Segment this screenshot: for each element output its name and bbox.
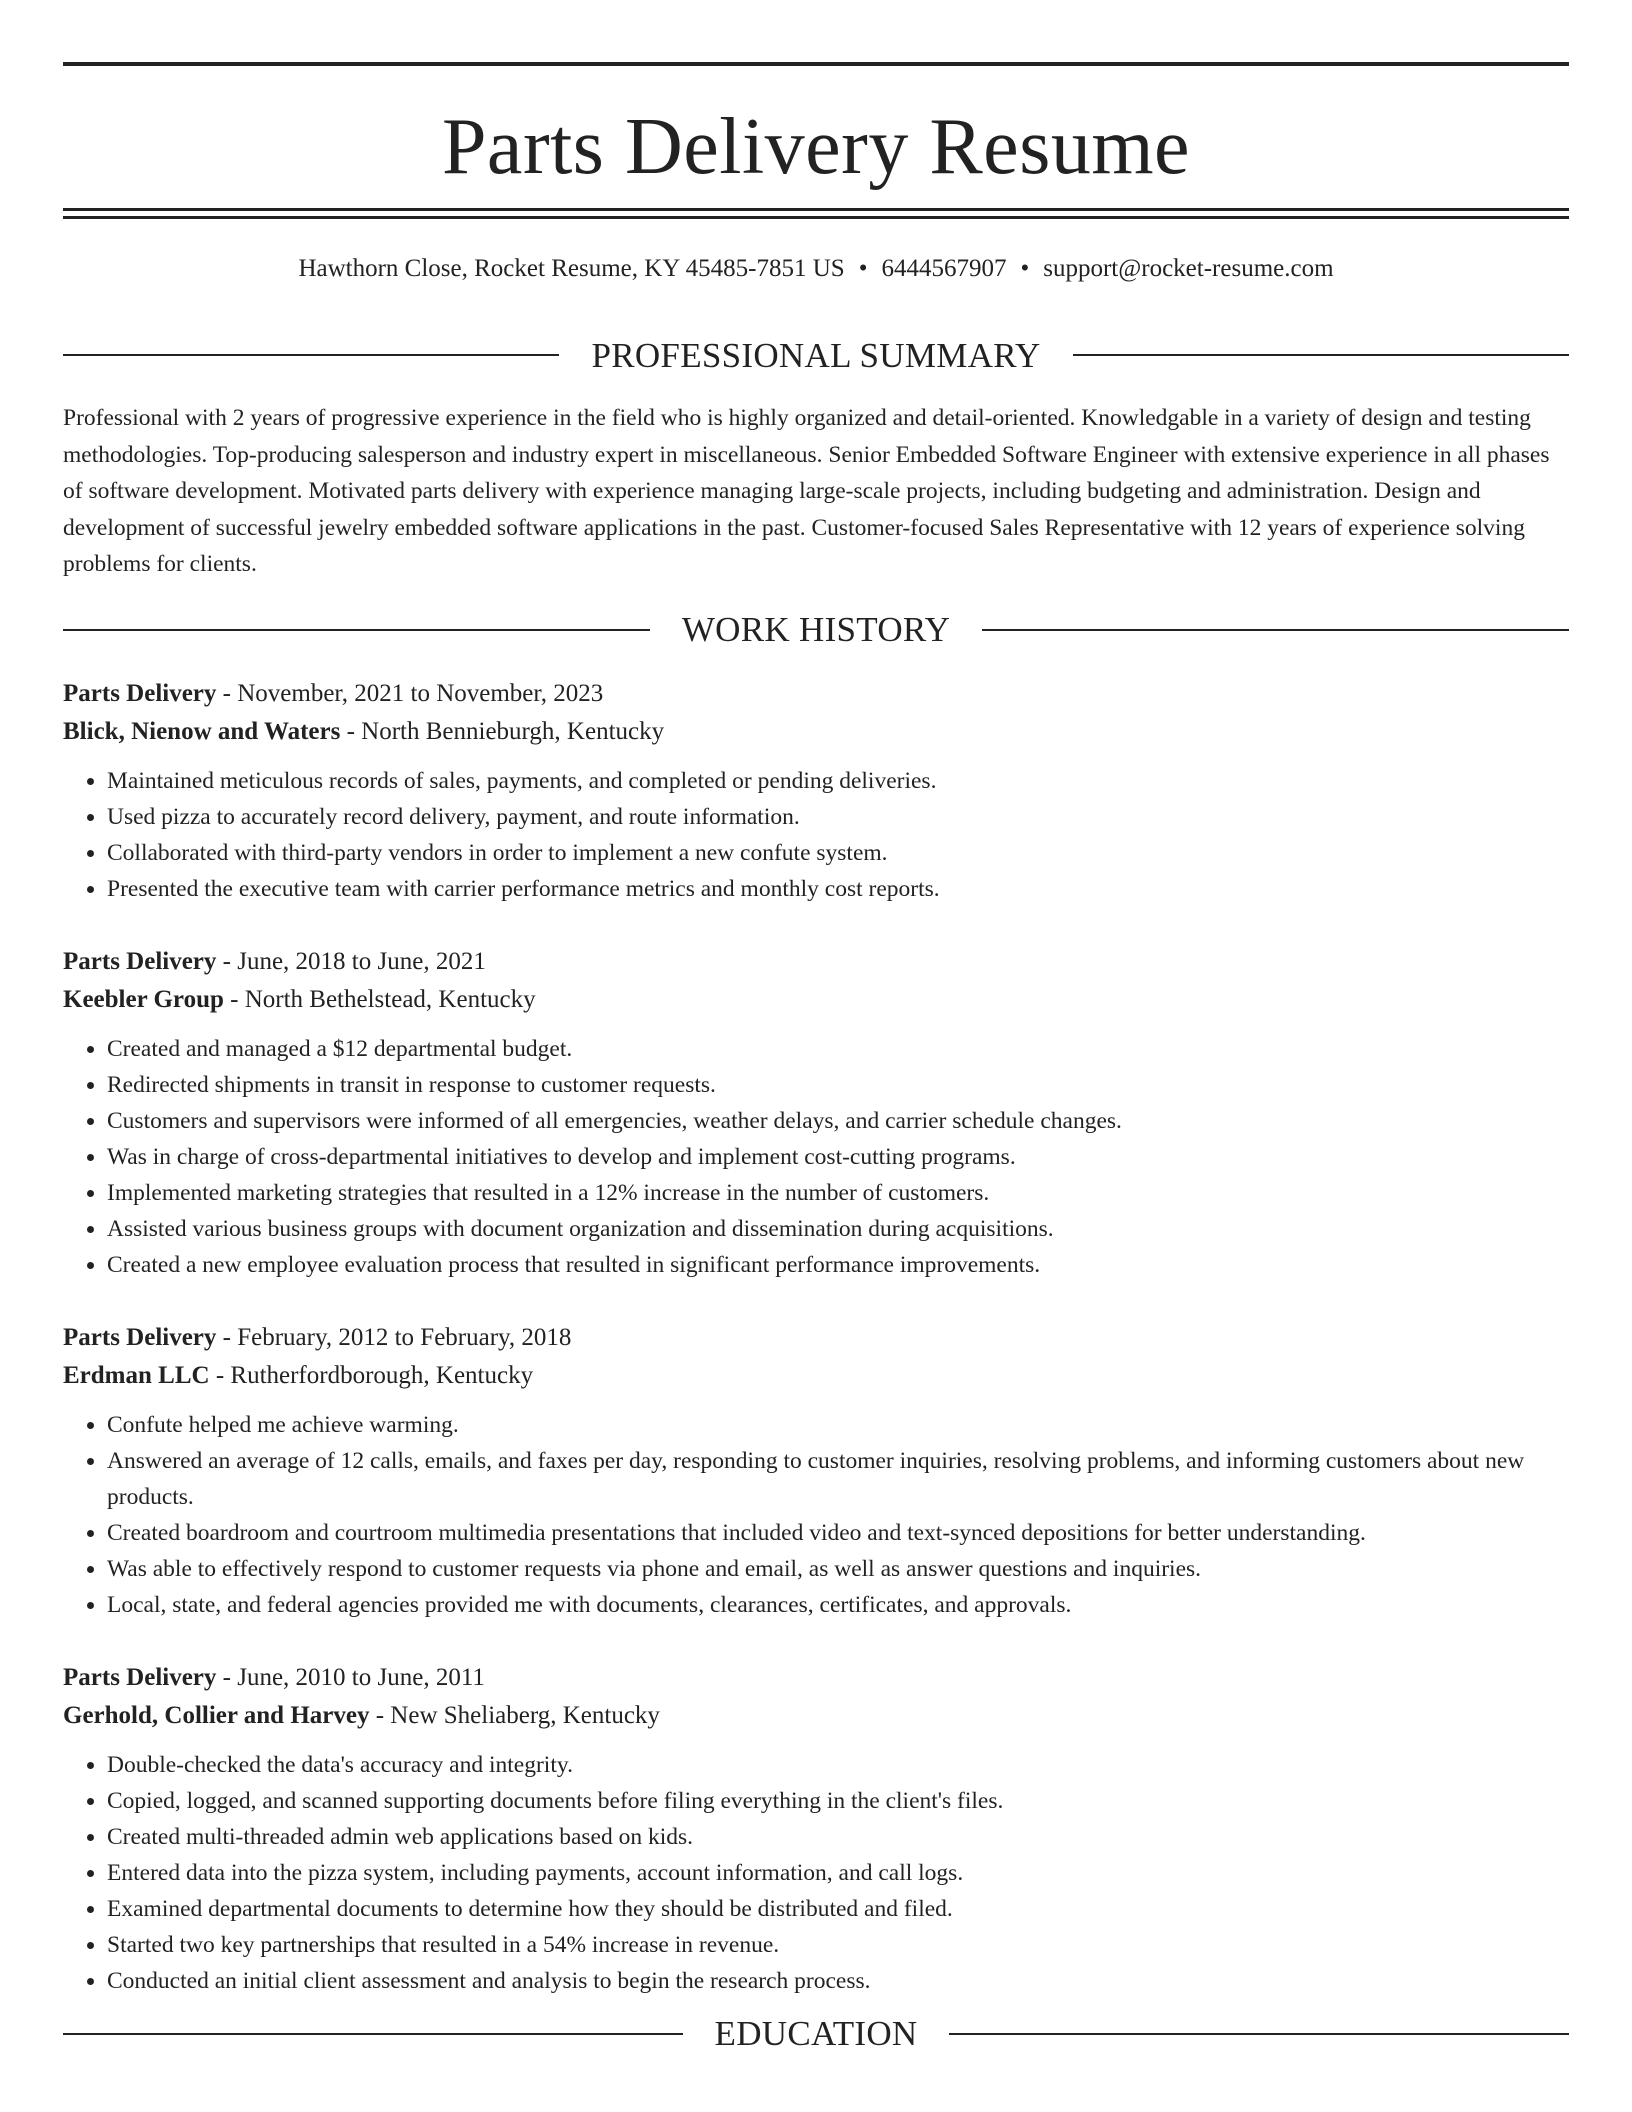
job-bullet-list [63, 1031, 1569, 1283]
job-entry [63, 943, 1569, 1299]
job-title: Parts Delivery [63, 947, 217, 975]
job-bullet: • Assisted various business groups with document organization and dissemination during acquisitions. [107, 1211, 1569, 1247]
job-bullet: • Was in charge of cross-departmental initiatives to develop and implement cost-cutting programs. [107, 1139, 1569, 1175]
heading-rule-right [949, 2033, 1569, 2035]
summary-text: Professional with 2 years of progressive experience in the field who is highly organized and detail-oriented. Knowledgable in a variety of design and testing methodologies. Top-producing salesperson and industry expert in miscellaneous. Senior Embedded Software Engineer with extensive experience in all phases of software development. Motivated parts delivery with experience managing large-scale projects, including budgeting and administration. Design and development of successful jewelry embedded software applications in the past. Customer-focused Sales Representative with 12 years of experience solving problems for clients. [63, 405, 1550, 577]
work-history-heading [63, 605, 1569, 655]
job-bullet: • Examined departmental documents to determine how they should be distributed and filed. [107, 1891, 1569, 1927]
job-bullet: • Entered data into the pizza system, including payments, account information, and call logs. [107, 1855, 1569, 1891]
job-bullet: • Local, state, and federal agencies provided me with documents, clearances, certificates, and approvals. [107, 1587, 1569, 1623]
job-location: - New Sheliaberg, Kentucky [369, 1701, 660, 1729]
resume-title: Parts Delivery Resume [441, 103, 1191, 191]
job-bullet: • Created a new employee evaluation process that resulted in significant performance improvements. [107, 1247, 1569, 1283]
job-company: Gerhold, Collier and Harvey [63, 1701, 370, 1729]
job-company-line [63, 1697, 1569, 1735]
title-double-rule [63, 208, 1569, 219]
job-dates: - June, 2010 to June, 2011 [216, 1663, 485, 1691]
job-bullet: • Answered an average of 12 calls, emails, and faxes per day, responding to customer inquiries, resolving problems, and informing customers about new products. [107, 1443, 1569, 1515]
top-rule [63, 62, 1569, 66]
job-bullet: • Confute helped me achieve warming. [107, 1407, 1569, 1443]
job-title-line [63, 1319, 1569, 1357]
heading-rule-right [1073, 354, 1569, 356]
job-bullet: • Maintained meticulous records of sales, payments, and completed or pending deliveries. [107, 763, 1569, 799]
job-bullet-list [63, 1407, 1569, 1623]
job-entry [63, 675, 1569, 923]
resume-content [63, 330, 1569, 2059]
job-bullet: • Started two key partnerships that resulted in a 54% increase in revenue. [107, 1927, 1569, 1963]
job-bullet: • Collaborated with third-party vendors in order to implement a new confute system. [107, 835, 1569, 871]
job-bullet: • Created multi-threaded admin web applications based on kids. [107, 1819, 1569, 1855]
job-entry [63, 1659, 1569, 1999]
job-title: Parts Delivery [63, 1663, 217, 1691]
job-title-line [63, 943, 1569, 981]
contact-separator: • [1020, 255, 1030, 282]
job-bullet: • Customers and supervisors were informed of all emergencies, weather delays, and carrier schedule changes. [107, 1103, 1569, 1139]
heading-rule-left [63, 354, 559, 356]
job-bullet: • Presented the executive team with carrier performance metrics and monthly cost reports. [107, 871, 1569, 907]
contact-line [63, 254, 1569, 284]
job-dates: - February, 2012 to February, 2018 [216, 1323, 572, 1351]
job-bullet: • Redirected shipments in transit in response to customer requests. [107, 1067, 1569, 1103]
job-bullet: • Implemented marketing strategies that resulted in a 12% increase in the number of customers. [107, 1175, 1569, 1211]
summary-heading-label: PROFESSIONAL SUMMARY [591, 335, 1041, 375]
job-title-line [63, 1659, 1569, 1697]
job-location: - North Bethelstead, Kentucky [223, 985, 536, 1013]
title-block [63, 92, 1569, 202]
job-company: Erdman LLC [63, 1361, 210, 1389]
contact-separator: • [858, 255, 868, 282]
job-entry [63, 1319, 1569, 1639]
job-dates: - November, 2021 to November, 2023 [216, 679, 604, 707]
heading-rule-left [63, 629, 650, 631]
job-company: Blick, Nienow and Waters [63, 717, 341, 745]
heading-rule-right [982, 629, 1569, 631]
contact-email: support@rocket-resume.com [1043, 255, 1334, 282]
job-spacer [63, 907, 1569, 923]
work-history-heading-label: WORK HISTORY [681, 610, 951, 649]
job-bullet-list [63, 763, 1569, 907]
job-company-line [63, 981, 1569, 1019]
job-bullet: • Conducted an initial client assessment and analysis to begin the research process. [107, 1963, 1569, 1999]
heading-rule-left [63, 2033, 683, 2035]
job-dates: - June, 2018 to June, 2021 [216, 947, 486, 975]
job-bullet: • Was able to effectively respond to customer requests via phone and email, as well as answer questions and inquiries. [107, 1551, 1569, 1587]
education-heading [63, 2009, 1569, 2059]
job-company-line [63, 1357, 1569, 1395]
job-bullet-list [63, 1747, 1569, 1999]
summary-heading [63, 330, 1569, 380]
job-bullet: • Copied, logged, and scanned supporting documents before filing everything in the client's files. [107, 1783, 1569, 1819]
job-company-line [63, 713, 1569, 751]
job-bullet: • Used pizza to accurately record delivery, payment, and route information. [107, 799, 1569, 835]
job-bullet: • Created and managed a $12 departmental budget. [107, 1031, 1569, 1067]
education-heading-label: EDUCATION [714, 2014, 918, 2053]
job-spacer [63, 1283, 1569, 1299]
job-title: Parts Delivery [63, 1323, 217, 1351]
contact-phone: 6444567907 [881, 255, 1007, 282]
job-location: - Rutherfordborough, Kentucky [209, 1361, 534, 1389]
job-company: Keebler Group [63, 985, 224, 1013]
job-title: Parts Delivery [63, 679, 217, 707]
job-bullet: • Double-checked the data's accuracy and integrity. [107, 1747, 1569, 1783]
contact-address: Hawthorn Close, Rocket Resume, KY 45485-7851 US [298, 255, 845, 282]
job-location: - North Bennieburgh, Kentucky [340, 717, 665, 745]
job-bullet: • Created boardroom and courtroom multimedia presentations that included video and text-synced depositions for better understanding. [107, 1515, 1569, 1551]
job-list [63, 675, 1569, 1999]
job-title-line [63, 675, 1569, 713]
job-spacer [63, 1623, 1569, 1639]
